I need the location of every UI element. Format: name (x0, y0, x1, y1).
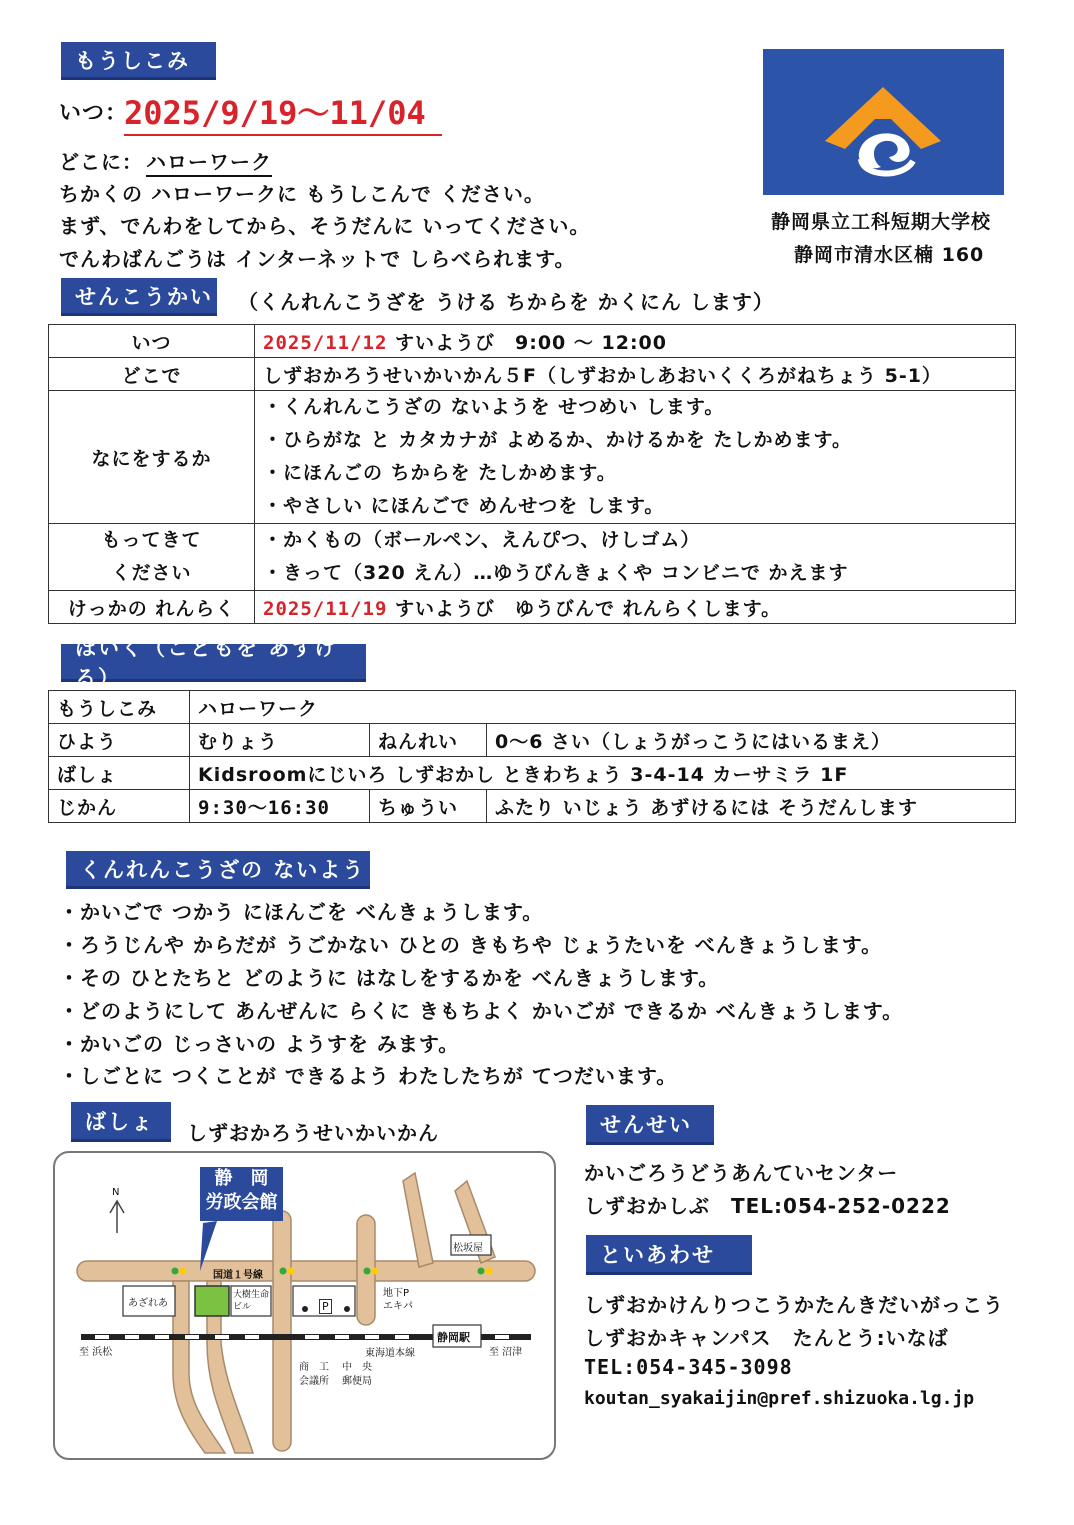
building-name-1: 静 岡 (214, 1168, 269, 1189)
list-item: ・やさしい にほんごで めんせつを します。 (263, 495, 665, 517)
basho-value: しずおかろうせいかいかん (187, 1121, 439, 1145)
sensei-header: せんせい (586, 1105, 714, 1145)
result-date: 2025/11/19 (263, 597, 388, 620)
parking-icon: P (319, 1299, 332, 1314)
itsu-cell (255, 325, 1016, 358)
toiawase-email[interactable]: koutan_syakaijin@pref.shizuoka.lg.jp (584, 1388, 975, 1409)
table-row (49, 391, 1016, 524)
hamamatsu-label: 至 浜松 (79, 1347, 113, 1358)
motte-label-2: ください (111, 562, 192, 584)
doko-cell: しずおかろうせいかいかん５F（しずおかしあおいくくろがねちょう 5-1） (255, 358, 1016, 391)
moushikomi-line-2: まず、でんわをしてから、そうだんに いってください。 (59, 214, 591, 238)
list-item: ・どのようにして あんぜんに らくに きもちよく かいごが できるか べんきょうします。 (59, 999, 904, 1023)
hoiku-r4-label: じかん (49, 790, 190, 823)
hoiku-table (48, 690, 1016, 823)
school-address: 静岡市清水区楠 160 (794, 244, 985, 266)
list-item: ・くんれんこうざの ないようを せつめい します。 (263, 396, 725, 418)
hoiku-r3-value: Kidsroomにじいろ しずおかし ときわちょう 3-4-14 カーサミラ 1F (190, 757, 1016, 790)
senkou-header: せんこうかい (61, 278, 217, 316)
hoiku-r4-value2: ふたり いじょう あずけるには そうだんします (487, 790, 1016, 823)
table-row (49, 724, 1016, 757)
list-item: ・しごとに つくことが できるよう わたしたちが てつだいます。 (59, 1064, 678, 1088)
exam-date: 2025/11/12 (263, 331, 388, 354)
doko-cell-label: どこで (49, 358, 255, 391)
chuo-name-2: 郵便局 (342, 1376, 372, 1387)
azarea-label: あざれあ (128, 1298, 168, 1309)
doko-label: どこに： (59, 150, 143, 174)
daiju-name-2: ビル (233, 1302, 252, 1312)
itsu-label: いつ： (59, 101, 129, 126)
daiju-name-1: 大樹生命 (233, 1290, 270, 1300)
mountain-emblem-icon (763, 49, 1004, 195)
chika-name-1: 地下P (383, 1288, 410, 1299)
list-item: ・かいごで つかう にほんごを べんきょうします。 (59, 900, 544, 924)
table-row (49, 757, 1016, 790)
chika-name-2: エキパ (383, 1301, 413, 1312)
doko-value: ハローワーク (146, 146, 272, 177)
moushikomi-line-1: ちかくの ハローワークに もうしこんで ください。 (59, 182, 545, 206)
hoiku-r2-value: むりょう (190, 724, 370, 757)
chika-parking-label (383, 1287, 413, 1313)
list-item: ・ろうじんや からだが うごかない ひとの きもちや じょうたいを べんきょうします。 (59, 933, 883, 957)
nani-cell (255, 391, 1016, 524)
school-logo (763, 49, 1004, 195)
exam-time: すいようび 9:00 〜 12:00 (395, 331, 667, 354)
table-row (49, 325, 1016, 358)
table-row (49, 358, 1016, 391)
hoiku-r3-label: ばしょ (49, 757, 190, 790)
chuo-label (342, 1361, 372, 1389)
hoiku-r2-value2: 0〜6 さい（しょうがっこうにはいるまえ） (487, 724, 1016, 757)
toiawase-header: といあわせ (586, 1235, 752, 1275)
hoiku-r4-value: 9:30〜16:30 (190, 790, 370, 823)
hoiku-r2-label: ひよう (49, 724, 190, 757)
moushikomi-line-3: でんわばんごうは インターネットで しらべられます。 (59, 247, 576, 271)
moushikomi-header: もうしこみ (61, 42, 216, 80)
basho-header: ばしょ (71, 1102, 171, 1142)
hoiku-header: ほいく（こどもを あずける） (61, 644, 366, 682)
hoiku-r1-value: ハローワーク (190, 691, 1016, 724)
north-arrow-icon: N (112, 1187, 120, 1198)
list-item: ・その ひとたちと どのように はなしをするかを べんきょうします。 (59, 966, 720, 990)
application-period: 2025/9/19〜11/04 (124, 88, 442, 136)
list-item: ・ひらがな と カタカナが よめるか、かけるかを たしかめます。 (263, 429, 852, 451)
motte-cell (255, 524, 1016, 591)
shoko-name-1: 商 工 (299, 1362, 329, 1373)
hoiku-r1-label: もうしこみ (49, 691, 190, 724)
sensei-line-2: しずおかしぶ TEL:054-252-0222 (584, 1194, 951, 1218)
kekka-cell-label: けっかの れんらく (49, 591, 255, 624)
hoiku-r4-label2: ちゅうい (370, 790, 487, 823)
rousei-kaikan-label (200, 1167, 283, 1221)
route1-label: 国道１号線 (213, 1270, 263, 1281)
itsu-cell-label: いつ (49, 325, 255, 358)
chuo-name-1: 中 央 (342, 1362, 372, 1373)
hoiku-r2-label2: ねんれい (370, 724, 487, 757)
motte-cell-label (49, 524, 255, 591)
list-item: ・かくもの（ボールペン、えんぴつ、けしゴム） (263, 529, 701, 551)
shoko-name-2: 会議所 (299, 1376, 329, 1387)
matsuzakaya-label: 松坂屋 (453, 1243, 483, 1254)
kekka-cell (255, 591, 1016, 624)
table-row (49, 524, 1016, 591)
access-map (53, 1151, 556, 1460)
motte-label-1: もってきて (101, 529, 202, 551)
list-item: ・かいごの じっさいの ようすを みます。 (59, 1032, 460, 1056)
building-name-2: 労政会館 (205, 1192, 278, 1213)
numazu-label: 至 沼津 (489, 1347, 523, 1358)
list-item: ・きって（320 えん）…ゆうびんきょくや コンビニで かえます (263, 562, 849, 584)
table-row (49, 591, 1016, 624)
list-item: ・にほんごの ちからを たしかめます。 (263, 462, 617, 484)
senkou-note: （くんれんこうざを うける ちからを かくにん します） (238, 290, 774, 314)
shoko-label (299, 1361, 329, 1389)
station-label: 静岡駅 (437, 1331, 470, 1344)
toiawase-line-1: しずおかけんりつこうかたんきだいがっこう (584, 1293, 1004, 1317)
daiju-label (233, 1289, 269, 1313)
tokaido-label: 東海道本線 (365, 1348, 415, 1359)
sensei-line-1: かいごろうどうあんていセンター (584, 1161, 899, 1185)
table-row (49, 691, 1016, 724)
nani-cell-label: なにをするか (49, 391, 255, 524)
naiyou-header: くんれんこうざの ないよう (66, 851, 370, 889)
table-row (49, 790, 1016, 823)
toiawase-phone: TEL:054-345-3098 (584, 1355, 793, 1379)
result-note: すいようび ゆうびんで れんらくします。 (395, 597, 782, 620)
school-name: 静岡県立工科短期大学校 (771, 211, 992, 233)
senkou-table (48, 324, 1016, 624)
toiawase-line-2: しずおかキャンパス たんとう:いなば (584, 1326, 949, 1350)
